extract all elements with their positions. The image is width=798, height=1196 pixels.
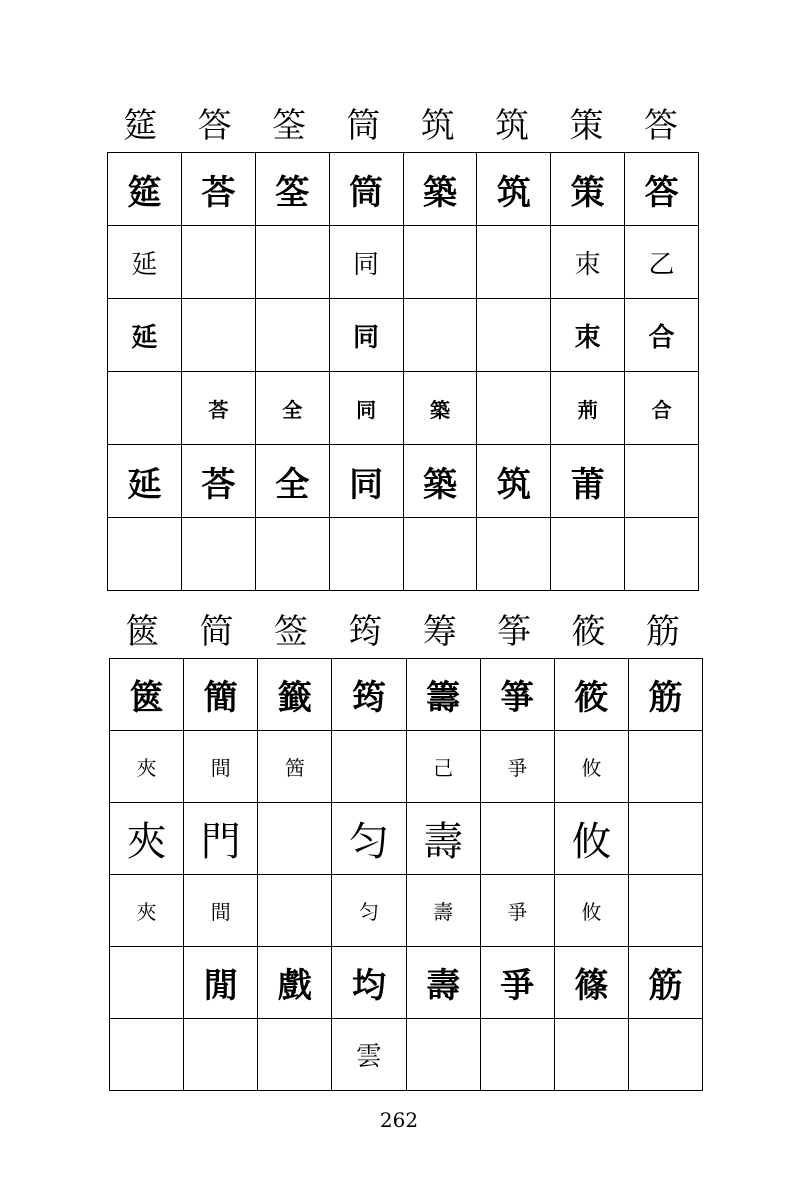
glyph-cell [258, 659, 332, 731]
glyph-cell [554, 659, 628, 731]
section2-header-char: 篋 [125, 612, 160, 652]
seal-glyph: 筱 [574, 678, 609, 718]
section1-header-row [103, 106, 698, 146]
glyph-cell [403, 153, 477, 226]
seal-glyph: 筑 [496, 172, 531, 213]
glyph-cell [480, 659, 554, 731]
glyph-cell [480, 731, 554, 803]
section1-header-char: 筑 [495, 106, 530, 146]
seal-glyph: 爭 [507, 756, 528, 780]
glyph-cell [477, 153, 551, 226]
seal-glyph: 延 [131, 322, 158, 353]
glyph-cell [406, 947, 480, 1019]
seal-glyph: 策 [570, 172, 605, 213]
glyph-cell [480, 1019, 554, 1091]
glyph-cell [625, 445, 699, 518]
glyph-row [110, 1019, 703, 1091]
seal-glyph: 壽 [426, 966, 461, 1006]
seal-glyph: 全 [282, 397, 303, 422]
glyph-cell [258, 947, 332, 1019]
seal-glyph: 荅 [201, 464, 236, 505]
glyph-cell [258, 875, 332, 947]
glyph-cell [406, 659, 480, 731]
glyph-cell [181, 153, 255, 226]
seal-glyph: 壽 [423, 819, 464, 865]
glyph-cell [551, 372, 625, 445]
page-number: 262 [379, 1108, 419, 1132]
glyph-cell [628, 875, 702, 947]
glyph-cell [406, 1019, 480, 1091]
glyph-cell [551, 445, 625, 518]
section1-header-char: 答 [197, 106, 232, 146]
glyph-cell [332, 875, 406, 947]
glyph-cell [329, 518, 403, 591]
glyph-cell [184, 875, 258, 947]
glyph-cell [184, 1019, 258, 1091]
seal-glyph: 延 [127, 464, 162, 505]
seal-glyph: 䇴 [284, 756, 305, 780]
seal-glyph: 筋 [648, 966, 683, 1006]
glyph-cell [554, 875, 628, 947]
glyph-cell [403, 372, 477, 445]
section1-header-char: 策 [569, 106, 604, 146]
glyph-cell [625, 518, 699, 591]
glyph-cell [181, 518, 255, 591]
glyph-row [108, 372, 699, 445]
glyph-cell [255, 372, 329, 445]
glyph-cell [258, 803, 332, 875]
glyph-cell [108, 226, 182, 299]
seal-glyph: 間 [210, 900, 231, 924]
section2-header-char: 签 [273, 612, 308, 652]
glyph-cell [181, 226, 255, 299]
glyph-row [110, 803, 703, 875]
glyph-cell [332, 803, 406, 875]
glyph-cell [406, 875, 480, 947]
section2-header-char: 筱 [571, 612, 606, 652]
glyph-cell [329, 153, 403, 226]
seal-glyph: 乙 [648, 249, 675, 280]
section2-header-char: 筝 [497, 612, 532, 652]
seal-glyph: 答 [644, 172, 679, 213]
glyph-cell [625, 372, 699, 445]
glyph-cell [332, 1019, 406, 1091]
glyph-cell [403, 518, 477, 591]
seal-glyph: 荊 [577, 397, 598, 422]
glyph-cell [255, 445, 329, 518]
glyph-cell [551, 299, 625, 372]
glyph-row [108, 299, 699, 372]
section1-glyph-table [107, 152, 699, 591]
glyph-cell [406, 731, 480, 803]
section1-header-char: 筒 [346, 106, 381, 146]
glyph-row [108, 153, 699, 226]
seal-glyph: 篠 [574, 966, 609, 1006]
glyph-cell [625, 299, 699, 372]
seal-glyph: 筒 [349, 172, 384, 213]
glyph-row [108, 518, 699, 591]
glyph-cell [480, 947, 554, 1019]
seal-glyph: 均 [351, 966, 386, 1006]
seal-glyph: 延 [131, 249, 158, 280]
glyph-cell [625, 153, 699, 226]
seal-glyph: 戲 [277, 966, 312, 1006]
seal-glyph: 同 [353, 322, 380, 353]
glyph-cell [255, 153, 329, 226]
glyph-row [108, 445, 699, 518]
seal-glyph: 簡 [203, 678, 238, 718]
seal-glyph: 箏 [500, 678, 535, 718]
seal-glyph: 間 [210, 756, 231, 780]
glyph-cell [477, 372, 551, 445]
glyph-cell [184, 947, 258, 1019]
seal-glyph: 筋 [648, 678, 683, 718]
glyph-row [110, 875, 703, 947]
seal-glyph: 筑 [496, 464, 531, 505]
seal-glyph: 筌 [275, 172, 310, 213]
seal-glyph: 同 [353, 249, 380, 280]
seal-glyph: 己 [433, 756, 454, 780]
section2-header-char: 筠 [348, 612, 383, 652]
seal-glyph: 閒 [203, 966, 238, 1006]
seal-glyph: 筠 [351, 678, 386, 718]
seal-glyph: 同 [356, 397, 377, 422]
glyph-cell [403, 445, 477, 518]
seal-glyph: 全 [275, 464, 310, 505]
section2-header-char: 简 [199, 612, 234, 652]
glyph-cell [108, 372, 182, 445]
seal-glyph: 築 [422, 172, 457, 213]
glyph-cell [329, 445, 403, 518]
section2-glyph-table [109, 658, 703, 1091]
seal-glyph: 雲 [355, 1042, 382, 1072]
glyph-cell [480, 803, 554, 875]
section2-header-row [105, 612, 700, 652]
glyph-cell [628, 1019, 702, 1091]
section1-header-char: 筵 [123, 106, 158, 146]
glyph-cell [477, 518, 551, 591]
glyph-row [110, 659, 703, 731]
seal-glyph: 朿 [574, 249, 601, 280]
glyph-cell [628, 659, 702, 731]
section2-header-char: 筹 [422, 612, 457, 652]
glyph-cell [554, 803, 628, 875]
seal-glyph: 夾 [136, 756, 157, 780]
glyph-row [110, 947, 703, 1019]
glyph-cell [403, 226, 477, 299]
seal-glyph: 朿 [574, 322, 601, 353]
glyph-cell [625, 226, 699, 299]
glyph-cell [108, 445, 182, 518]
glyph-cell [332, 947, 406, 1019]
section1-header-char: 筑 [420, 106, 455, 146]
seal-glyph: 籌 [426, 678, 461, 718]
glyph-cell [332, 659, 406, 731]
glyph-cell [551, 226, 625, 299]
glyph-cell [110, 875, 184, 947]
seal-glyph: 築 [422, 464, 457, 505]
seal-glyph: 籤 [277, 678, 312, 718]
glyph-cell [551, 518, 625, 591]
glyph-cell [110, 803, 184, 875]
glyph-cell [628, 947, 702, 1019]
seal-glyph: 莆 [570, 464, 605, 505]
seal-glyph: 爭 [507, 900, 528, 924]
glyph-cell [110, 659, 184, 731]
seal-glyph: 筵 [127, 172, 162, 213]
section2-header-char: 筋 [645, 612, 680, 652]
glyph-cell [184, 731, 258, 803]
glyph-cell [332, 731, 406, 803]
seal-glyph: 夾 [126, 819, 167, 865]
glyph-cell [108, 299, 182, 372]
glyph-row [110, 731, 703, 803]
glyph-cell [477, 445, 551, 518]
glyph-cell [258, 1019, 332, 1091]
seal-glyph: 荅 [208, 397, 229, 422]
seal-glyph: 篋 [129, 678, 164, 718]
glyph-cell [181, 445, 255, 518]
seal-glyph: 同 [349, 464, 384, 505]
seal-glyph: 攸 [571, 819, 612, 865]
seal-glyph: 匀 [348, 819, 389, 865]
glyph-cell [554, 1019, 628, 1091]
section1-header-char: 筌 [271, 106, 306, 146]
glyph-cell [329, 226, 403, 299]
seal-glyph: 合 [651, 397, 672, 422]
glyph-row [108, 226, 699, 299]
glyph-cell [403, 299, 477, 372]
seal-glyph: 夾 [136, 900, 157, 924]
seal-glyph: 爭 [500, 966, 535, 1006]
seal-glyph: 築 [429, 397, 450, 422]
glyph-cell [255, 518, 329, 591]
seal-glyph: 門 [200, 819, 241, 865]
glyph-cell [181, 299, 255, 372]
glyph-cell [110, 731, 184, 803]
glyph-cell [110, 947, 184, 1019]
glyph-cell [258, 731, 332, 803]
glyph-cell [477, 226, 551, 299]
glyph-cell [477, 299, 551, 372]
glyph-cell [181, 372, 255, 445]
glyph-cell [184, 803, 258, 875]
glyph-cell [480, 875, 554, 947]
glyph-cell [108, 153, 182, 226]
glyph-cell [554, 947, 628, 1019]
glyph-cell [329, 299, 403, 372]
seal-glyph: 壽 [433, 900, 454, 924]
glyph-cell [551, 153, 625, 226]
glyph-cell [110, 1019, 184, 1091]
glyph-cell [406, 803, 480, 875]
glyph-cell [108, 518, 182, 591]
seal-glyph: 合 [648, 322, 675, 353]
seal-glyph: 匀 [358, 900, 379, 924]
seal-glyph: 荅 [201, 172, 236, 213]
glyph-cell [255, 226, 329, 299]
glyph-cell [184, 659, 258, 731]
glyph-cell [255, 299, 329, 372]
seal-glyph: 攸 [581, 756, 602, 780]
glyph-cell [628, 803, 702, 875]
seal-glyph: 攸 [581, 900, 602, 924]
glyph-cell [329, 372, 403, 445]
glyph-cell [628, 731, 702, 803]
section1-header-char: 答 [643, 106, 678, 146]
glyph-cell [554, 731, 628, 803]
